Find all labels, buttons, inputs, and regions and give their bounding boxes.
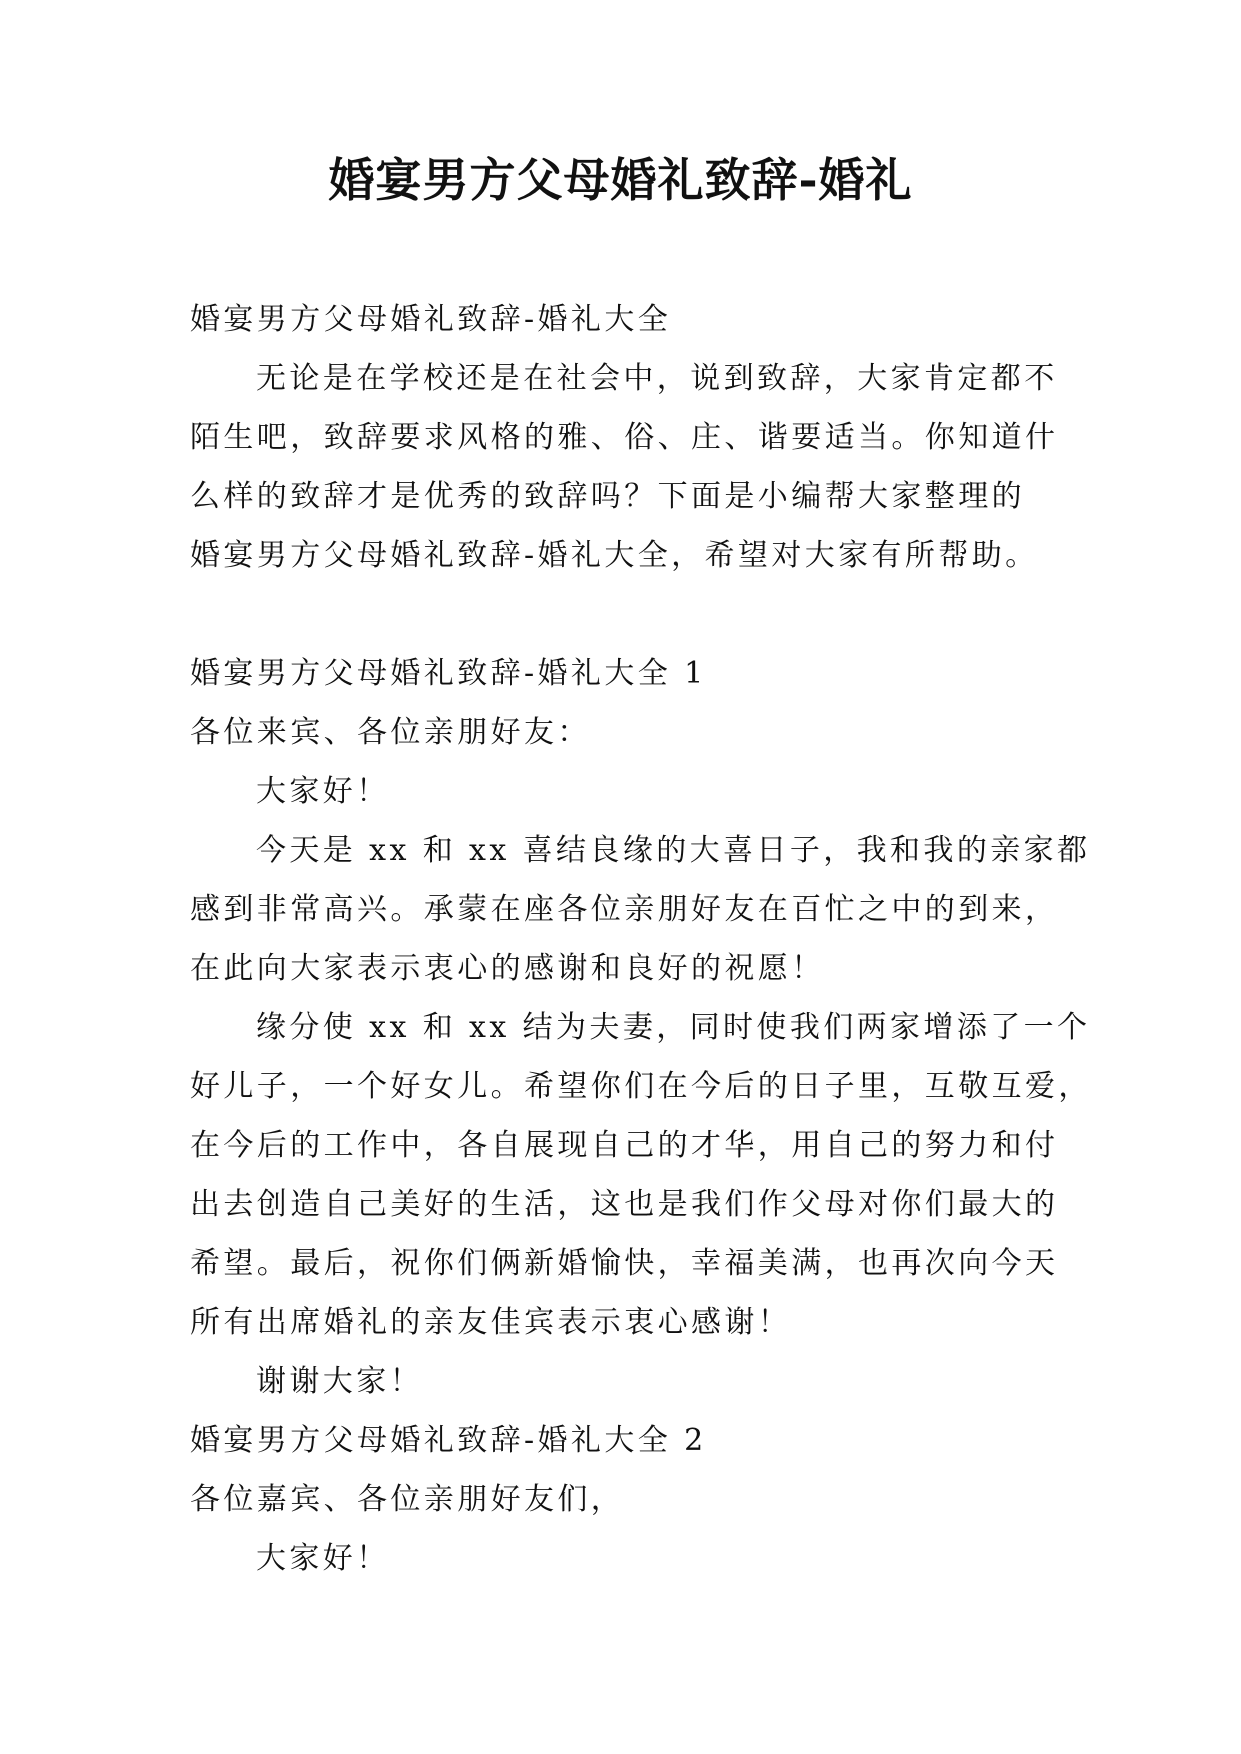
paragraph-line: 在今后的工作中，各自展现自己的才华，用自己的努力和付 — [190, 1128, 1059, 1163]
section-heading-intro: 婚宴男方父母婚礼致辞-婚礼大全 — [190, 302, 672, 337]
greeting: 大家好！ — [256, 1541, 390, 1576]
document-body — [190, 290, 1092, 1588]
greeting: 大家好！ — [256, 774, 390, 809]
paragraph-line: 在此向大家表示衷心的感谢和良好的祝愿！ — [190, 951, 825, 986]
paragraph-line: 今天是 xx 和 xx 喜结良缘的大喜日子，我和我的亲家都 — [256, 833, 1091, 868]
section-heading-2: 婚宴男方父母婚礼致辞-婚礼大全 2 — [190, 1423, 707, 1458]
salutation: 各位来宾、各位亲朋好友： — [190, 715, 591, 750]
paragraph-line: 婚宴男方父母婚礼致辞-婚礼大全，希望对大家有所帮助。 — [190, 538, 1039, 573]
paragraph-line: 出去创造自己美好的生活，这也是我们作父母对你们最大的 — [190, 1187, 1059, 1222]
document-title: 婚宴男方父母婚礼致辞-婚礼 — [328, 153, 913, 207]
paragraph-line: 希望。最后，祝你们俩新婚愉快，幸福美满，也再次向今天 — [190, 1246, 1059, 1281]
paragraph-line: 无论是在学校还是在社会中，说到致辞，大家肯定都不 — [256, 361, 1058, 396]
blank-line — [190, 585, 1060, 644]
closing-line: 谢谢大家！ — [256, 1364, 423, 1399]
paragraph-line: 陌生吧，致辞要求风格的雅、俗、庄、谐要适当。你知道什 — [190, 420, 1059, 455]
paragraph-line: 么样的致辞才是优秀的致辞吗？下面是小编帮大家整理的 — [190, 479, 1025, 514]
section-heading-1: 婚宴男方父母婚礼致辞-婚礼大全 1 — [190, 656, 707, 691]
paragraph-line: 好儿子，一个好女儿。希望你们在今后的日子里，互敬互爱， — [190, 1069, 1092, 1104]
paragraph-line: 缘分使 xx 和 xx 结为夫妻，同时使我们两家增添了一个 — [256, 1010, 1091, 1045]
paragraph-line: 所有出席婚礼的亲友佳宾表示衷心感谢！ — [190, 1305, 792, 1340]
salutation: 各位嘉宾、各位亲朋好友们， — [190, 1482, 625, 1517]
paragraph-line: 感到非常高兴。承蒙在座各位亲朋好友在百忙之中的到来， — [190, 892, 1059, 927]
